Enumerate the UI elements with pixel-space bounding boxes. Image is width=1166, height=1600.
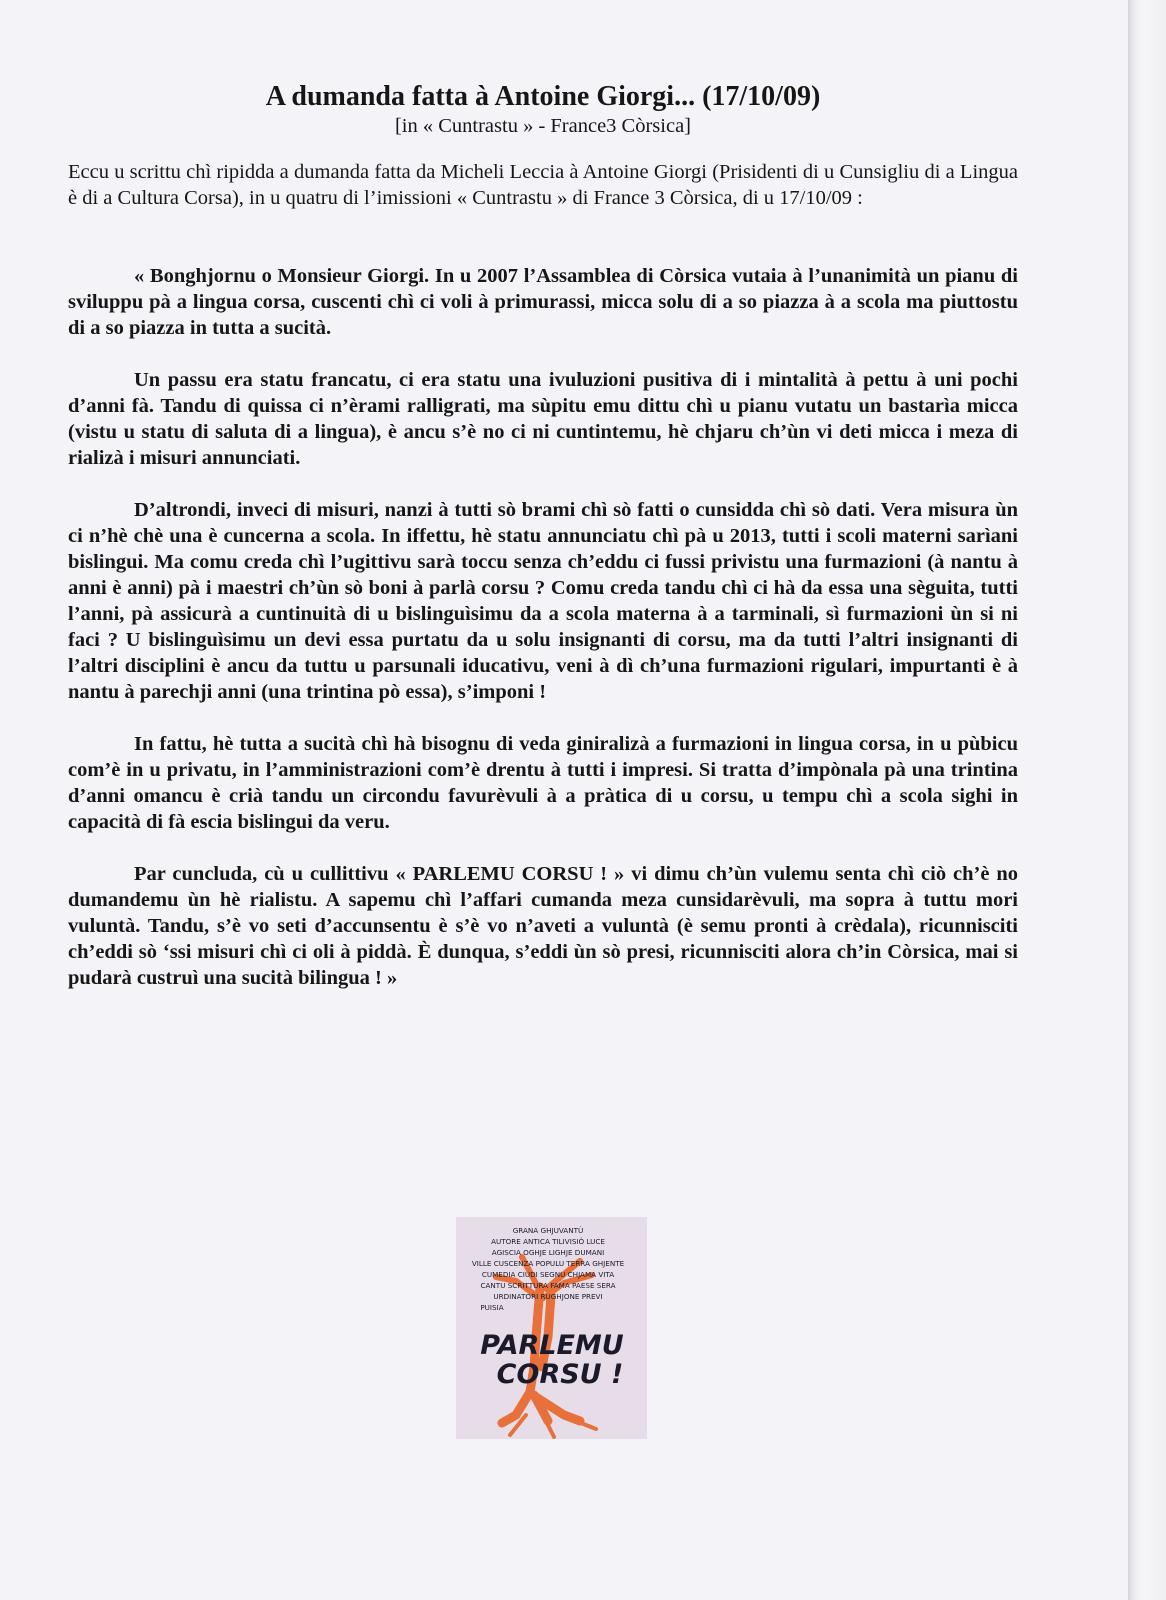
logo-word-line-5: CUMEDIA CIUDI SEGNU CHJAMA VITA <box>481 1270 615 1279</box>
document-body <box>68 80 1018 991</box>
tree-logo-icon <box>456 1217 647 1439</box>
page-edge-shadow <box>1128 0 1166 1600</box>
logo-word-line-3: AGISCIA OGHJE LIGHJE DUMANI <box>491 1248 605 1257</box>
intro-paragraph: Eccu u scrittu chì ripidda a dumanda fatta da Micheli Leccia à Antoine Giorgi (Prisidenti di u Cunsigliu di a Lingua è di a Cultura Corsa), in u quatru di l’imissioni « Cuntrastu » di France 3 Còrsica, di u 17/10/09 : <box>68 161 1018 209</box>
logo-word-line-6: CANTU SCRITTURA FAMA PAESE SERA <box>480 1281 616 1290</box>
quote-paragraph-2: Un passu era statu francatu, ci era statu una ivuluzioni pusitiva di i mintalità à pettu à uni pochi d’anni fà. Tandu di quissa ci n’èrami ralligrati, ma sùpitu emu dittu chì u pianu vutatu un bastarìa micca (vistu u statu di saluta di a lingua), è ancu s’è no ci ni cuntintemu, hè chjaru ch’ùn vi deti micca i meza di rializà i misuri annunciati. <box>68 369 1018 469</box>
logo-word-line-2: AUTORE ANTICA TILIVISIÒ LUCE <box>491 1237 605 1246</box>
quote-paragraph-4: In fattu, hè tutta a sucità chì hà bisognu di veda giniralizà a furmazioni in lingua corsa, in u pùbicu com’è in u privatu, in l’amministrazioni com’è drentu à tutti i impresi. Si tratta d’impònala pà una trintina d’anni omancu è crià tandu un circondu favurèvuli à a pràtica di u corsu, u tempu chì a scola sighi in capacità di fà escia bislingui da veru. <box>68 733 1018 833</box>
logo-word-line-8: PUISIA <box>480 1303 504 1312</box>
logo-word-line-1: GRANA GHJUVANTÙ <box>512 1226 584 1235</box>
logo-slogan-line-2: CORSU ! <box>496 1359 624 1390</box>
logo-word-line-4: VILLE CUSCENZA POPULU TERRA GHJENTE <box>471 1259 625 1268</box>
parlemu-corsu-logo <box>456 1217 647 1439</box>
logo-slogan-line-1: PARLEMU <box>480 1330 624 1361</box>
quote-paragraph-3: D’altrondi, inveci di misuri, nanzi à tutti sò brami chì sò fatti o cunsidda chì sò dati. Vera misura ùn ci n’hè chè una è cuncerna a scola. In iffettu, hè statu annunciatu chì pà u 2013, tutti i scoli materni sarìani bislingui. Ma comu creda chì l’ugittivu sarà toccu senza ch’eddu ci fussi privistu una furmazioni (à nantu à anni è anni) pà i maestri ch’ùn sò boni à parlà corsu ? Comu creda tandu chì ci hà da essa una sèguita, tutti l’anni, pà assicurà a cuntinuità di u bislinguìsimu da a scola materna à a tarminali, sì furmazioni ùn si ni faci ? U bislinguìsimu un devi essa purtatu da u solu insignanti di corsu, ma da tutti l’altri insignanti di l’altri disciplini è ancu da tuttu u parsunali iducativu, veni à dì ch’una furmazioni rigulari, impurtanti è à nantu à parechji anni (una trintina pò essa), s’imponi ! <box>68 499 1018 703</box>
quote-paragraph-5: Par cuncluda, cù u cullittivu « PARLEMU CORSU ! » vi dimu ch’ùn vulemu senta chì ciò ch’è no dumandemu ùn hè rialistu. A sapemu chì l’affari cumanda meza cunsidarèvuli, ma sopra à tuttu mori vuluntà. Tandu, s’è vo seti d’accunsentu è s’è vo n’aveti a vuluntà (è semu pronti à crèdala), ricunnisciti ch’eddi sò ‘ssi misuri chì ci oli à piddà. È dunqua, s’eddi ùn sò presi, ricunnisciti alora ch’in Còrsica, mai si pudarà custruì una sucità bilingua ! » <box>68 863 1018 989</box>
quoted-question <box>68 263 1018 991</box>
logo-word-line-7: URDINATORI RUGHJONE PREVI <box>493 1292 603 1301</box>
document-subtitle: [in « Cuntrastu » - France3 Còrsica] <box>394 115 692 137</box>
document-title: A dumanda fatta à Antoine Giorgi... (17/10/09) <box>265 81 821 112</box>
quote-paragraph-1: « Bonghjornu o Monsieur Giorgi. In u 2007 l’Assamblea di Còrsica vutaia à l’unanimità un pianu di sviluppu pà a lingua corsa, cuscenti chì ci voli à primurassi, micca solu di a so piazza à a scola ma piuttostu di a so piazza in tutta a sucità. <box>68 265 1018 339</box>
